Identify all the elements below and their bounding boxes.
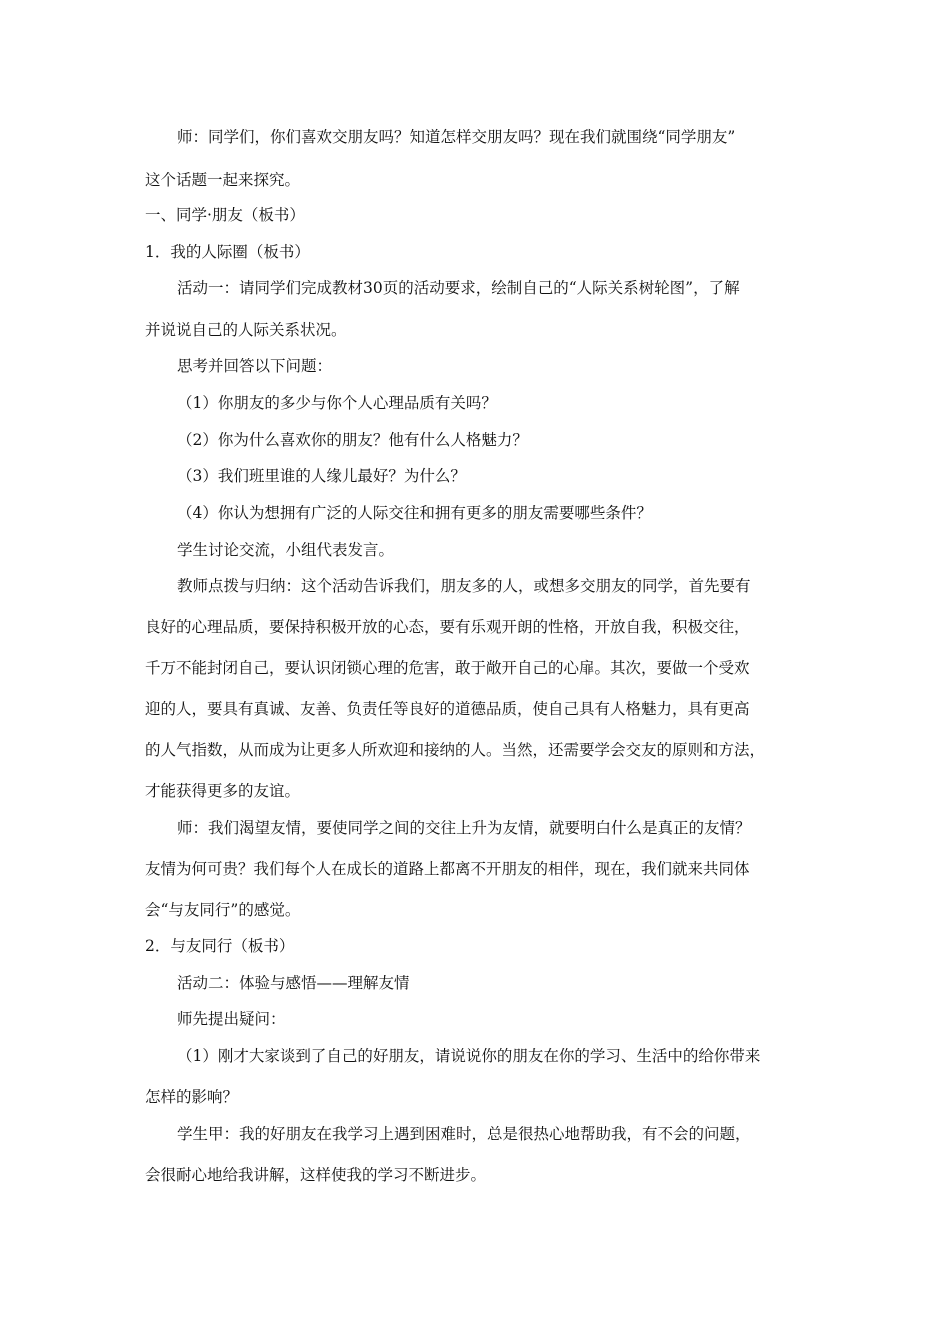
paragraph-line: 千万不能封闭自己，要认识闭锁心理的危害，敢于敞开自己的心扉。其次，要做一个受欢 — [145, 659, 750, 677]
paragraph-line: 怎样的影响？ — [145, 1088, 239, 1106]
paragraph-line: 师先提出疑问： — [177, 1010, 286, 1028]
paragraph-line: 学生讨论交流，小组代表发言。 — [177, 541, 395, 559]
paragraph-line: 思考并回答以下问题： — [177, 357, 333, 375]
subsection-heading: 1．我的人际圈（板书） — [145, 243, 310, 261]
paragraph-line: 友情为何可贵？我们每个人在成长的道路上都离不开朋友的相伴，现在，我们就来共同体 — [145, 860, 750, 878]
question-item: （4）你认为想拥有广泛的人际交往和拥有更多的朋友需要哪些条件？ — [177, 504, 652, 522]
paragraph-line: 这个话题一起来探究。 — [145, 171, 301, 189]
paragraph-line: 活动二：体验与感悟——理解友情 — [177, 974, 410, 992]
paragraph-line: 活动一：请同学们完成教材30页的活动要求，绘制自己的“人际关系树轮图”，了解 — [177, 279, 740, 297]
paragraph-line: 并说说自己的人际关系状况。 — [145, 321, 347, 339]
subsection-heading: 2．与友同行（板书） — [145, 937, 295, 955]
paragraph-line: 良好的心理品质，要保持积极开放的心态，要有乐观开朗的性格，开放自我，积极交往， — [145, 618, 750, 636]
question-item: （3）我们班里谁的人缘儿最好？为什么？ — [177, 467, 466, 485]
question-item: （2）你为什么喜欢你的朋友？他有什么人格魅力？ — [177, 431, 528, 449]
paragraph-line: 迎的人，要具有真诚、友善、负责任等良好的道德品质，使自己具有人格魅力，具有更高 — [145, 700, 750, 718]
question-item: （1）你朋友的多少与你个人心理品质有关吗？ — [177, 394, 497, 412]
section-heading: 一、同学·朋友（板书） — [145, 206, 305, 224]
paragraph-line: 会“与友同行”的感觉。 — [145, 901, 301, 919]
paragraph-line: 学生甲：我的好朋友在我学习上遇到困难时，总是很热心地帮助我，有不会的问题， — [177, 1125, 751, 1143]
paragraph-line: 会很耐心地给我讲解，这样使我的学习不断进步。 — [145, 1166, 487, 1184]
paragraph-line: 的人气指数，从而成为让更多人所欢迎和接纳的人。当然，还需要学会交友的原则和方法， — [145, 741, 766, 759]
paragraph-line: 师：我们渴望友情，要使同学之间的交往上升为友情，就要明白什么是真正的友情？ — [177, 819, 751, 837]
question-item: （1）刚才大家谈到了自己的好朋友，请说说你的朋友在你的学习、生活中的给你带来 — [177, 1047, 761, 1065]
paragraph-line: 教师点拨与归纳：这个活动告诉我们，朋友多的人，或想多交朋友的同学，首先要有 — [177, 577, 751, 595]
paragraph-line: 才能获得更多的友谊。 — [145, 782, 301, 800]
paragraph-line: 师：同学们，你们喜欢交朋友吗？知道怎样交朋友吗？现在我们就围绕“同学朋友” — [177, 128, 736, 146]
